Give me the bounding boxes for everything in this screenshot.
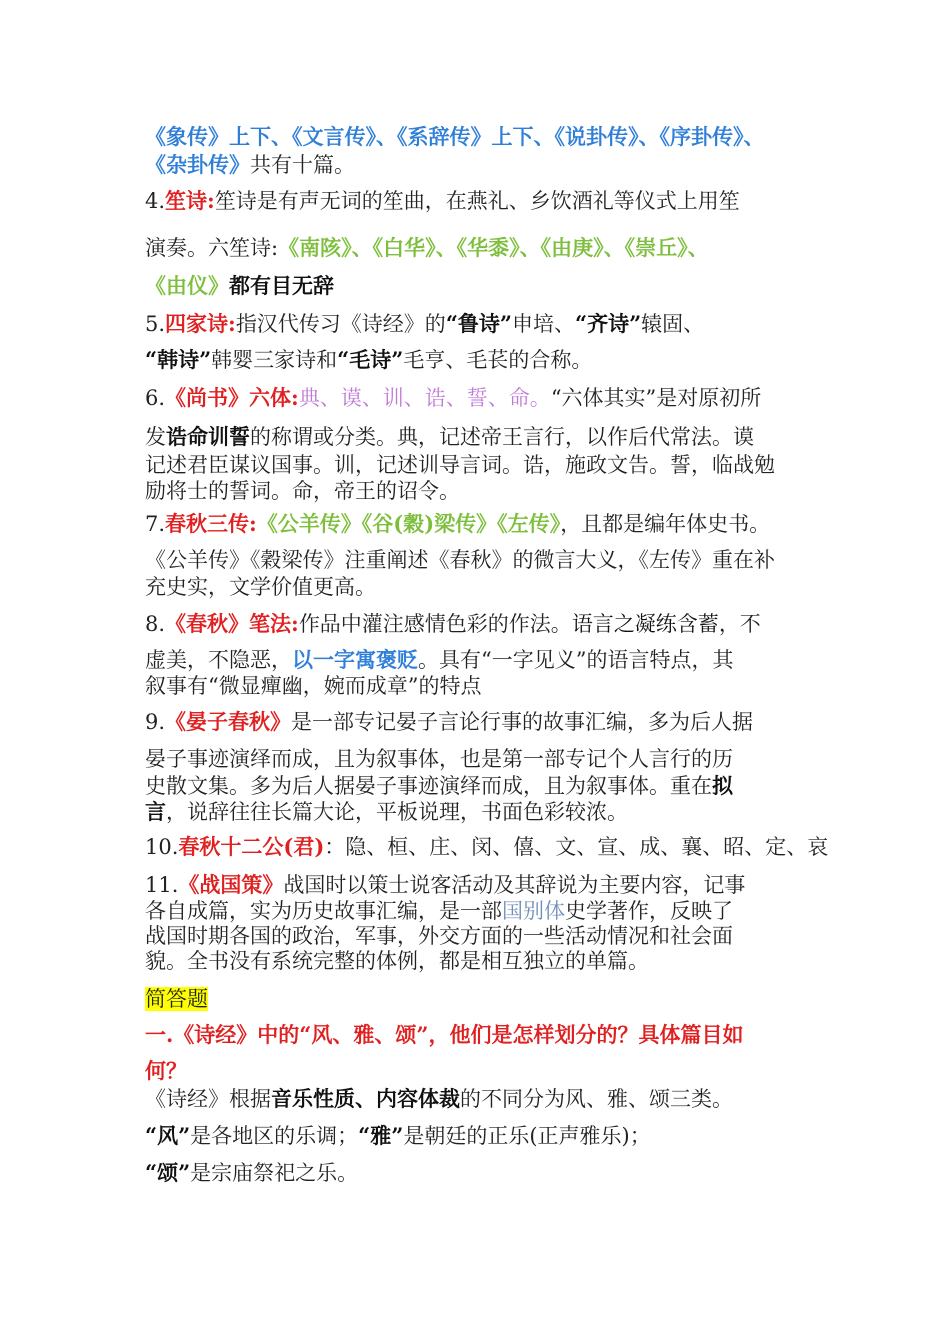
emphasis: “韩诗”	[145, 347, 212, 372]
item-number: 10.	[145, 835, 179, 859]
text-span: 都有目无辞	[229, 273, 334, 298]
text-span: “六体其实”是对原初所	[550, 386, 762, 410]
emphasis: “风”	[145, 1123, 191, 1148]
sheng-titles: 《南陔》、《白华》、《华黍》、《由庚》、《崇丘》、	[278, 235, 709, 260]
text-span: 共有十篇。	[250, 153, 355, 177]
item-number: 5.	[145, 312, 166, 336]
term-heading: 《尚书》六体:	[165, 385, 299, 410]
text-span: 是各地区的乐调；	[190, 1124, 359, 1148]
question-text: 一.《诗经》中的“风、雅、颂”，他们是怎样划分的？具体篇目如	[145, 1022, 744, 1047]
text-span: 虚美，不隐恶，	[145, 648, 292, 672]
emphasis: 音乐性质、内容体裁	[271, 1086, 460, 1111]
text-span: 貌。全书没有系统完整的体例，都是相互独立的单篇。	[145, 949, 649, 973]
item-number: 4.	[145, 189, 166, 213]
emphasis: 语言之凝练含蓄	[571, 612, 719, 636]
answer-line	[145, 1084, 733, 1114]
text-span: 战国时期各国的政治，军事，外交方面的一些活动情况和社会面	[145, 924, 733, 948]
text-span: 。具有“一字见义”的语言特点，其	[418, 648, 734, 672]
text-line	[145, 271, 334, 301]
term-heading: 笙诗:	[165, 188, 215, 213]
emphasis: “鲁诗”	[445, 311, 512, 336]
text-line	[145, 572, 376, 602]
emphasis: 诰命训誓	[166, 424, 250, 449]
emphasis: “齐诗”	[574, 311, 642, 336]
text-line	[145, 946, 649, 976]
term-heading: 春秋三传:	[165, 511, 257, 536]
text-span: ，说辞往往长篇大论，平板说理，书面色彩较浓。	[166, 800, 628, 824]
text-line	[145, 476, 460, 506]
text-span: 《公羊传》《穀梁传》注重阐述《春秋》的微言大义，《左传》重在补	[145, 548, 775, 572]
text-line	[145, 150, 355, 180]
text-span: 指汉代传习《诗经》的	[235, 312, 446, 336]
text-span: 作品中灌注感情色彩的作法。	[298, 612, 572, 636]
section-label: 简答题	[145, 987, 208, 1011]
yizhuan-titles: 《象传》上下、《文言传》、《系辞传》上下、《说卦传》、《序卦传》、	[145, 124, 765, 149]
item-number: 8.	[145, 612, 166, 636]
text-span: 是一部专记晏子言论行事的故事汇编，多为后人据	[291, 710, 754, 734]
text-span: ：隐、桓、庄、闵、僖、文、宣、成、襄、昭、定、哀	[324, 835, 829, 859]
text-span: 充史实，文学价值更高。	[145, 575, 376, 599]
item-number: 11.	[145, 873, 179, 897]
term-heading: 《春秋》笔法:	[165, 611, 299, 636]
text-span: 史学著作，反映了	[565, 899, 733, 923]
item-number: 6.	[145, 386, 166, 410]
text-line	[145, 744, 733, 774]
text-line	[145, 186, 740, 216]
text-span: 是朝廷的正乐(正声雅乐)；	[403, 1124, 651, 1148]
text-span: 的不同分为风、雅、颂三类。	[460, 1087, 733, 1111]
text-line	[145, 707, 753, 737]
text-span: 的称谓或分类。典，记述帝王言行，以作后代常法。谟	[250, 425, 754, 449]
six-forms: 典、谟、训、诰、誓、命。	[298, 386, 551, 410]
text-span: ，且都是编年体史书。	[560, 512, 771, 536]
text-span: 各自成篇，实为历史故事汇编，是一部	[145, 899, 502, 923]
text-line	[145, 383, 761, 413]
text-line	[145, 545, 775, 575]
term-heading: 《战国策》	[178, 872, 284, 897]
text-span: 演奏。六笙诗:	[145, 236, 279, 260]
answer-line	[145, 1121, 651, 1151]
text-span: 韩婴三家诗和	[211, 348, 338, 372]
text-span: 励将士的誓词。命，帝王的诏令。	[145, 479, 460, 503]
text-line	[145, 797, 628, 827]
text-line	[145, 509, 770, 539]
text-line	[145, 309, 704, 339]
text-line	[145, 345, 592, 375]
item-number: 7.	[145, 512, 166, 536]
question-text: 何？	[145, 1058, 187, 1083]
text-span: 辕固、	[641, 312, 705, 336]
text-span: 记述君臣谋议国事。训，记述训导言词。诰，施政文告。誓，临战勉	[145, 453, 775, 477]
emphasis: 国别体	[502, 899, 565, 923]
text-span: 是宗庙祭祀之乐。	[190, 1161, 359, 1185]
term-heading: 《晏子春秋》	[165, 709, 292, 734]
zagua-title: 《杂卦传》	[145, 152, 250, 177]
emphasis: “颂”	[145, 1160, 191, 1185]
sheng-titles: 《由仪》	[145, 273, 229, 298]
text-span: 申培、	[511, 312, 575, 336]
three-commentaries: 《公羊传》《谷(穀)梁传》《左传》	[256, 511, 561, 536]
emphasis: 以一字寓褒贬	[292, 647, 418, 672]
emphasis: 言	[145, 799, 166, 824]
text-span: 史散文集。多为后人据晏子事迹演绎而成，且为叙事体。重在	[145, 774, 712, 798]
question-line	[145, 1056, 187, 1086]
emphasis: “毛诗”	[337, 347, 404, 372]
text-line	[145, 671, 481, 701]
emphasis: “雅”	[358, 1123, 404, 1148]
text-span: 晏子事迹演绎而成，且为叙事体，也是第一部专记个人言行的历	[145, 747, 733, 771]
item-number: 9.	[145, 710, 166, 734]
text-span: ，不	[718, 612, 761, 636]
text-span: 发	[145, 425, 166, 449]
text-span: 《诗经》根据	[145, 1087, 271, 1111]
text-span: 毛亨、毛苌的合称。	[403, 348, 593, 372]
answer-line	[145, 1158, 358, 1188]
text-span: 叙事有“微显癉幽，婉而成章”的特点	[145, 674, 482, 698]
text-span: 笙诗是有声无词的笙曲，在燕礼、乡饮酒礼等仪式上用笙	[214, 189, 740, 213]
text-span: 战国时以策士说客活动及其辞说为主要内容，记事	[283, 873, 746, 897]
text-line	[145, 832, 828, 862]
question-line	[145, 1020, 743, 1050]
text-line	[145, 233, 709, 263]
term-heading: 春秋十二公(君)	[178, 834, 325, 859]
emphasis: 拟	[712, 773, 733, 798]
section-heading	[145, 984, 208, 1014]
text-line	[145, 422, 754, 452]
text-line	[145, 122, 765, 152]
term-heading: 四家诗:	[165, 311, 236, 336]
text-line	[145, 609, 761, 639]
